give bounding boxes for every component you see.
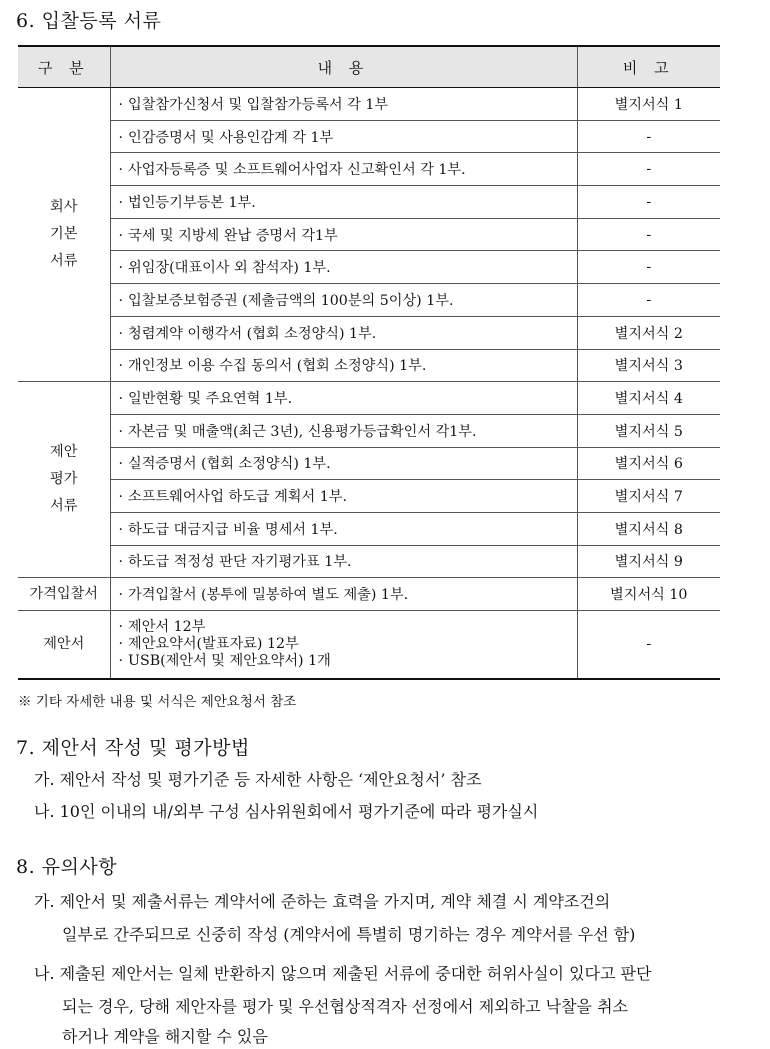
header-remark: 비 고 (577, 46, 720, 88)
category-label: 서류 (50, 253, 78, 270)
table-row (18, 382, 720, 415)
item-cell (110, 120, 577, 153)
table-row (18, 186, 720, 219)
remark-cell: 별지서식 6 (577, 447, 720, 480)
remark-cell: - (577, 251, 720, 284)
remark-cell: - (577, 186, 720, 219)
item-cell (110, 218, 577, 251)
table-header-row (18, 46, 720, 88)
item-cell (110, 512, 577, 545)
header-category: 구 분 (18, 46, 110, 88)
category-cell (18, 382, 110, 578)
section-7-title: 7. 제안서 작성 및 평가방법 (16, 737, 250, 759)
category-cell (18, 611, 110, 679)
bullet-mark: · (118, 194, 124, 211)
item-cell (110, 251, 577, 284)
item-text: 자본금 및 매출액(최근 3년), 신용평가등급확인서 각1부. (128, 423, 477, 440)
table-row (18, 88, 720, 121)
item-cell (110, 153, 577, 186)
remark-cell: 별지서식 2 (577, 316, 720, 349)
item-text: 입찰참가신청서 및 입찰참가등록서 각 1부 (128, 96, 389, 113)
section-6-title: 6. 입찰등록 서류 (16, 10, 162, 32)
item-text: 소프트웨어사업 하도급 계획서 1부. (128, 489, 347, 506)
item-cell (110, 578, 577, 611)
category-cell (18, 578, 110, 611)
remark-cell: 별지서식 3 (577, 349, 720, 382)
table-row (18, 414, 720, 447)
bullet-mark: · (118, 456, 124, 473)
remark-cell: - (577, 284, 720, 317)
submission-documents-table (18, 45, 720, 680)
category-label: 평가 (50, 471, 78, 488)
bullet-mark: · (118, 423, 124, 440)
table-body (18, 88, 720, 679)
remark-cell: 별지서식 9 (577, 545, 720, 578)
item-line (119, 653, 569, 670)
item-text: 하도급 적정성 판단 자기평가표 1부. (128, 554, 352, 571)
item-cell (110, 88, 577, 121)
item-text: 하도급 대금지급 비율 명세서 1부. (128, 521, 338, 538)
item-text: 청렴계약 이행각서 (협회 소정양식) 1부. (128, 325, 377, 342)
item-text: 위임장(대표이사 외 참석자) 1부. (128, 260, 331, 277)
item-cell (110, 186, 577, 219)
table-row (18, 578, 720, 611)
item-cell (110, 545, 577, 578)
section-7-item-a: 가. 제안서 작성 및 평가기준 등 자세한 사항은 ‘제안요청서’ 참조 (34, 770, 482, 789)
item-cell (110, 611, 577, 679)
bullet-mark: · (118, 554, 124, 571)
item-cell (110, 316, 577, 349)
bullet-mark: · (118, 292, 124, 309)
section-7-item-b: 나. 10인 이내의 내/외부 구성 심사위원회에서 평가기준에 따라 평가실시 (34, 802, 539, 821)
bullet-mark: · (118, 129, 124, 146)
section-8-item-a-cont: 일부로 간주되므로 신중히 작성 (계약서에 특별히 명기하는 경우 계약서를 우선 함) (62, 925, 636, 944)
item-text: 입찰보증보험증권 (제출금액의 100분의 5이상) 1부. (128, 292, 454, 309)
item-text: 실적증명서 (협회 소정양식) 1부. (128, 456, 331, 473)
table-row (18, 316, 720, 349)
item-text: 법인등기부등본 1부. (128, 194, 256, 211)
remark-cell: - (577, 611, 720, 679)
item-text: 제안서 12부 (128, 618, 206, 635)
bullet-mark: · (118, 96, 124, 113)
section-8-item-b-cont-2: 하거나 계약을 해지할 수 있음 (62, 1027, 268, 1046)
item-line (119, 619, 569, 636)
section-8-item-a: 가. 제안서 및 제출서류는 계약서에 준하는 효력을 가지며, 계약 체결 시 계약조건의 (34, 892, 611, 911)
table-row (18, 545, 720, 578)
bullet-mark: · (118, 227, 124, 244)
section-8-title: 8. 유의사항 (16, 856, 118, 878)
item-cell (110, 382, 577, 415)
footnote: ※ 기타 자세한 내용 및 서식은 제안요청서 참조 (18, 694, 297, 710)
item-cell (110, 480, 577, 513)
item-text: 인감증명서 및 사용인감계 각 1부 (128, 129, 334, 146)
item-text: 국세 및 지방세 완납 증명서 각1부 (128, 227, 338, 244)
table-row (18, 120, 720, 153)
section-8-item-b: 나. 제출된 제안서는 일체 반환하지 않으며 제출된 서류에 중대한 허위사실이 있다고 판단 (34, 964, 652, 983)
remark-cell: - (577, 218, 720, 251)
item-text: 개인정보 이용 수집 동의서 (협회 소정양식) 1부. (128, 358, 427, 375)
bullet-mark: · (118, 635, 124, 652)
item-text: 가격입찰서 (봉투에 밀봉하여 별도 제출) 1부. (128, 587, 409, 604)
remark-cell: 별지서식 5 (577, 414, 720, 447)
table-row (18, 218, 720, 251)
section-8-item-b-cont-1: 되는 경우, 당해 제안자를 평가 및 우선협상적격자 선정에서 제외하고 낙찰을 취소 (62, 997, 628, 1016)
bullet-mark: · (118, 489, 124, 506)
item-text: 제안요약서(발표자료) 12부 (128, 635, 299, 652)
remark-cell: 별지서식 8 (577, 512, 720, 545)
bullet-mark: · (118, 587, 124, 604)
table-row (18, 512, 720, 545)
remark-cell: 별지서식 1 (577, 88, 720, 121)
category-label: 회사 (50, 199, 78, 216)
table-row (18, 153, 720, 186)
remark-cell: 별지서식 10 (577, 578, 720, 611)
header-content: 내 용 (110, 46, 577, 88)
category-label: 제안 (50, 444, 78, 461)
category-label: 가격입찰서 (29, 585, 99, 602)
item-text: 사업자등록증 및 소프트웨어사업자 신고확인서 각 1부. (128, 162, 466, 179)
bullet-mark: · (118, 325, 124, 342)
remark-cell: 별지서식 4 (577, 382, 720, 415)
bullet-mark: · (118, 260, 124, 277)
table-row (18, 349, 720, 382)
remark-cell: - (577, 153, 720, 186)
bullet-mark: · (118, 358, 124, 375)
remark-cell: 별지서식 7 (577, 480, 720, 513)
table-row (18, 447, 720, 480)
table-row (18, 611, 720, 679)
item-cell (110, 349, 577, 382)
bullet-mark: · (118, 618, 124, 635)
category-label: 서류 (50, 498, 78, 515)
item-text: USB(제안서 및 제안요약서) 1개 (128, 652, 331, 669)
category-label: 제안서 (43, 635, 85, 652)
remark-cell: - (577, 120, 720, 153)
table-row (18, 251, 720, 284)
item-line (119, 636, 569, 653)
bullet-mark: · (118, 652, 124, 669)
item-cell (110, 447, 577, 480)
category-label: 기본 (50, 226, 78, 243)
table-row (18, 480, 720, 513)
table-row (18, 284, 720, 317)
item-cell (110, 414, 577, 447)
category-cell (18, 88, 110, 382)
item-cell (110, 284, 577, 317)
bullet-mark: · (118, 391, 124, 408)
item-text: 일반현황 및 주요연혁 1부. (128, 391, 293, 408)
bullet-mark: · (118, 162, 124, 179)
bullet-mark: · (118, 521, 124, 538)
